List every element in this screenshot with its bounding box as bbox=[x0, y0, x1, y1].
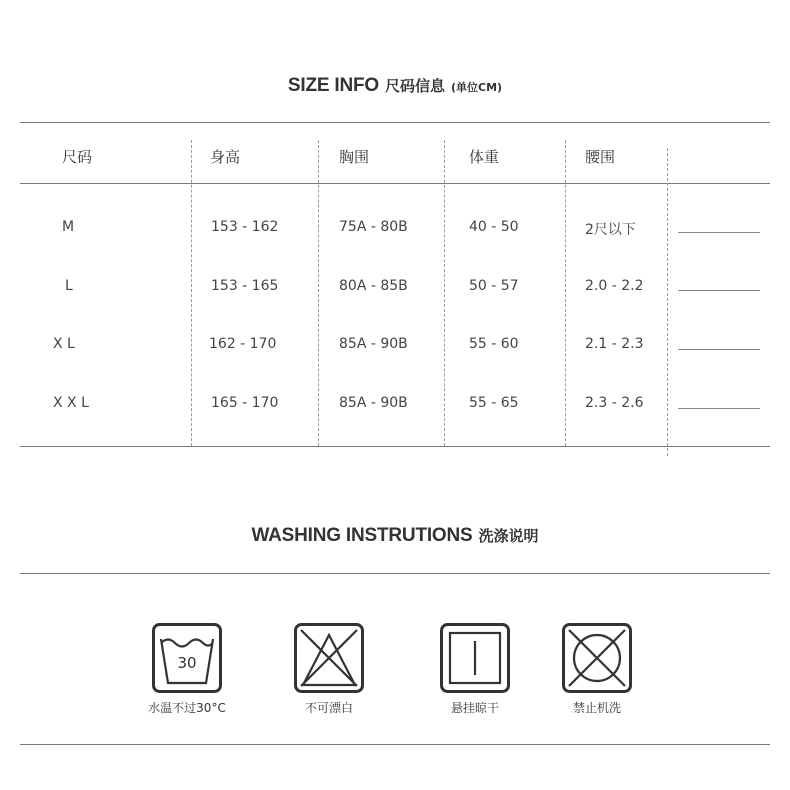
cell-waist: 2尺以下 bbox=[585, 222, 636, 238]
wash-30-label: 水温不过30°C bbox=[148, 701, 226, 715]
cell-size: X X L bbox=[53, 395, 89, 411]
no-bleach-icon bbox=[294, 623, 364, 693]
no-machine-wash-icon bbox=[562, 623, 632, 693]
cell-weight: 55 - 65 bbox=[469, 395, 519, 411]
washing-title-cn: 洗涤说明 bbox=[478, 527, 539, 545]
no-machine-wash-label: 禁止机洗 bbox=[572, 701, 621, 715]
hang-dry-icon bbox=[440, 623, 510, 693]
cell-size: L bbox=[65, 278, 73, 294]
size-info-title-cn: 尺码信息 bbox=[385, 77, 446, 95]
header-height: 身高 bbox=[210, 148, 241, 166]
cell-height: 165 - 170 bbox=[211, 395, 279, 411]
header-size: 尺码 bbox=[62, 148, 93, 166]
wash-temperature: 30 bbox=[177, 654, 197, 672]
washing-title-en: WASHING INSTRUTIONS bbox=[251, 525, 473, 546]
size-info-title-en: SIZE INFO bbox=[287, 75, 379, 96]
cell-bust: 80A - 85B bbox=[339, 278, 408, 294]
cell-bust: 75A - 80B bbox=[339, 219, 408, 235]
table-header-rule bbox=[20, 183, 770, 184]
blank-line bbox=[678, 408, 760, 409]
blank-line bbox=[678, 232, 760, 233]
cell-bust: 85A - 90B bbox=[339, 336, 408, 352]
cell-waist: 2.3 - 2.6 bbox=[585, 395, 644, 411]
cell-height: 153 - 165 bbox=[211, 278, 279, 294]
header-weight: 体重 bbox=[469, 148, 500, 166]
size-info-title bbox=[0, 75, 790, 97]
size-info-unit: (单位CM) bbox=[451, 81, 503, 94]
washing-title bbox=[0, 525, 790, 547]
column-divider bbox=[667, 148, 668, 456]
column-divider bbox=[318, 140, 319, 446]
wash-30-icon bbox=[152, 623, 222, 693]
cell-weight: 50 - 57 bbox=[469, 278, 519, 294]
cell-weight: 40 - 50 bbox=[469, 219, 519, 235]
washing-bottom-rule bbox=[20, 744, 770, 745]
blank-line bbox=[678, 349, 760, 350]
washing-top-rule bbox=[20, 573, 770, 574]
column-divider bbox=[565, 140, 566, 446]
cell-height: 162 - 170 bbox=[209, 336, 277, 352]
blank-line bbox=[678, 290, 760, 291]
cell-size: M bbox=[62, 219, 75, 235]
cell-size: X L bbox=[53, 336, 75, 352]
table-top-rule bbox=[20, 122, 770, 123]
table-bottom-rule bbox=[20, 446, 770, 447]
header-bust: 胸围 bbox=[339, 148, 370, 166]
hang-dry-label: 悬挂晾干 bbox=[450, 701, 499, 715]
column-divider bbox=[191, 140, 192, 446]
cell-height: 153 - 162 bbox=[211, 219, 279, 235]
cell-waist: 2.1 - 2.3 bbox=[585, 336, 644, 352]
cell-waist: 2.0 - 2.2 bbox=[585, 278, 644, 294]
header-waist: 腰围 bbox=[585, 148, 616, 166]
no-bleach-label: 不可漂白 bbox=[304, 701, 353, 715]
cell-weight: 55 - 60 bbox=[469, 336, 519, 352]
column-divider bbox=[444, 140, 445, 446]
cell-bust: 85A - 90B bbox=[339, 395, 408, 411]
